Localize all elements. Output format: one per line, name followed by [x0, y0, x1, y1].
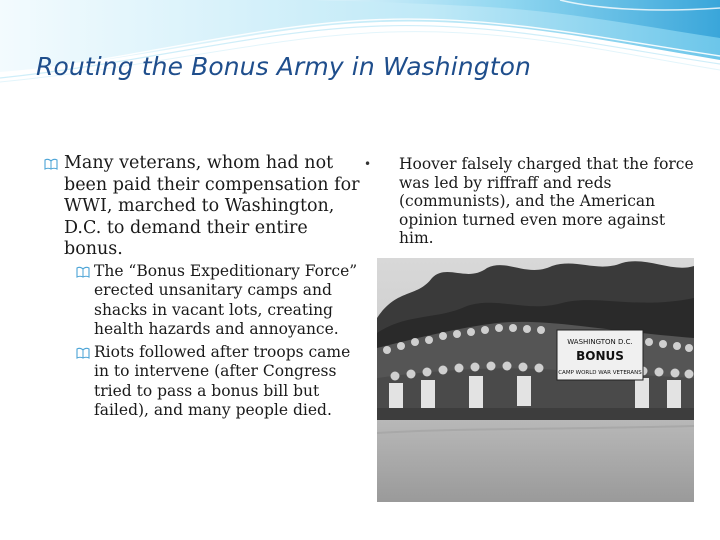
bonus-army-photo — [377, 258, 694, 502]
sub-bullet-1 — [44, 262, 364, 340]
camp-sign — [557, 330, 643, 380]
main-bullet-text: Many veterans, whom had not been paid their compensation for WWI, marched to Washington, D.C. to demand their entire bonus. — [64, 153, 360, 259]
book-bullet-icon — [76, 347, 90, 359]
book-bullet-icon — [76, 266, 90, 278]
sub-bullet-2 — [44, 343, 364, 421]
right-bullet-text: Hoover falsely charged that the force was led by riffraff and reds (communists), and the American opinion turned even more against him. — [399, 155, 694, 248]
book-bullet-icon — [44, 158, 58, 170]
sign-line-1: WASHINGTON D.C. — [567, 338, 633, 346]
sub-bullet-1-text: The “Bonus Expeditionary Force” erected unsanitary camps and shacks in vacant lots, creating health hazards and annoyance. — [94, 261, 358, 338]
left-content — [44, 153, 364, 421]
sign-line-2: BONUS — [576, 349, 624, 363]
header-wave-decoration — [0, 0, 720, 100]
sign-line-3: CAMP WORLD WAR VETERANS — [558, 370, 642, 376]
sub-bullet-2-text: Riots followed after troops came in to intervene (after Congress tried to pass a bonus bill but failed), and many people died. — [94, 342, 351, 419]
right-bullet-marker: • — [364, 157, 372, 171]
slide-title: Routing the Bonus Army in Washington — [36, 52, 531, 81]
main-bullet — [44, 153, 364, 261]
